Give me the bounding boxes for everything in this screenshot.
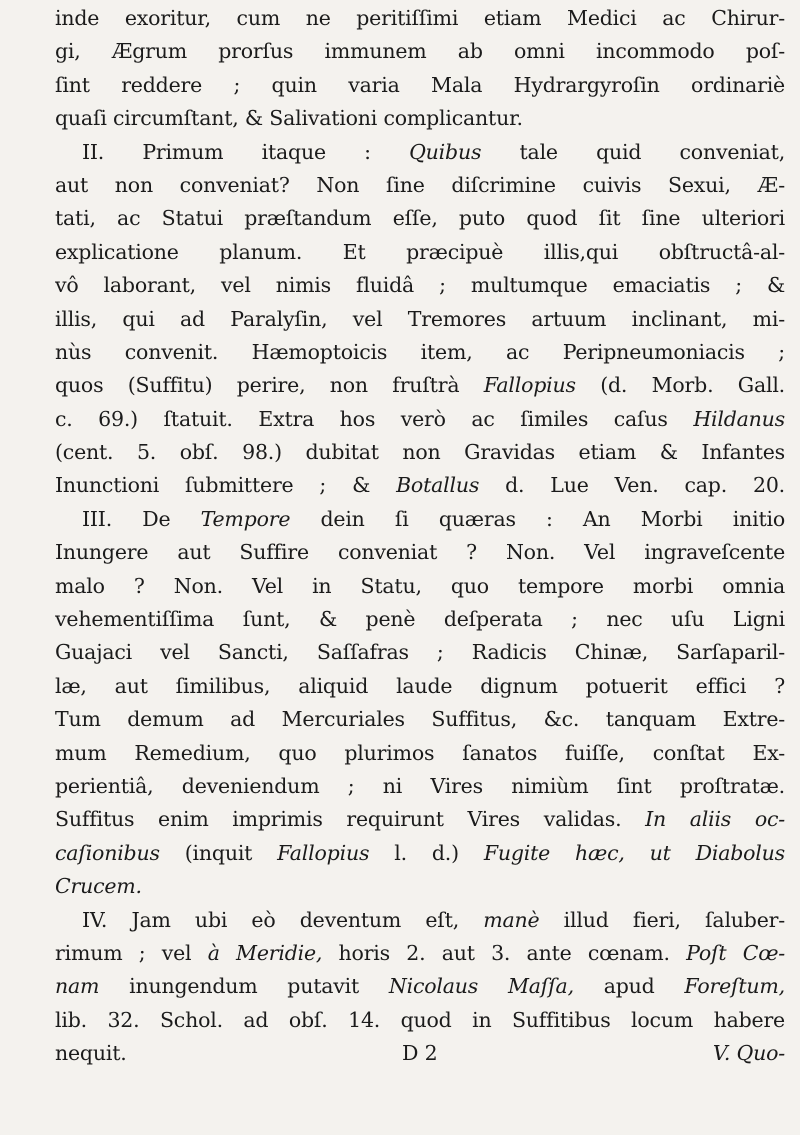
- text-line: [55, 236, 785, 269]
- text-line: [55, 970, 785, 1003]
- text-line: [55, 369, 785, 402]
- text-segment: Inunctioni ſubmittere ; &: [55, 473, 397, 498]
- text-line: [55, 469, 785, 502]
- text-segment: horis 2. aut 3. ante cœnam.: [322, 940, 687, 965]
- text-segment: Tum demum ad Mercuriales Suffitus, &c. tanquam Extre-: [55, 707, 785, 732]
- italic-text: Botallus: [396, 473, 480, 498]
- text-line: [55, 636, 785, 669]
- text-segment: l. d.): [369, 840, 484, 865]
- text-segment: Inungere aut Suffire conveniat ? Non. Vel ingraveſcente: [55, 540, 785, 565]
- text-segment: tati, ac Statui præſtandum eſſe, puto quod ſit ſine ulteriori: [55, 206, 785, 231]
- text-segment: illis, qui ad Paralyſin, vel Tremores artuum inclinant, mi-: [55, 306, 785, 331]
- italic-text: Foreſtum,: [684, 974, 785, 999]
- text-segment: IV. Jam ubi eò deventum eſt,: [82, 907, 484, 932]
- text-line: [55, 737, 785, 770]
- text-line: [55, 269, 785, 302]
- italic-text: In aliis oc-: [645, 807, 785, 832]
- italic-text: nam: [55, 974, 100, 999]
- text-line: [55, 1004, 785, 1037]
- text-line: [55, 35, 785, 68]
- italic-text: Fugite hæc, ut Diabolus: [483, 840, 785, 865]
- text-line: [55, 336, 785, 369]
- text-line: [55, 202, 785, 235]
- text-segment: mum Remedium, quo plurimos ſanatos fuiſſe, conſtat Ex-: [55, 740, 785, 765]
- text-segment: quaſi circumſtant, & Salivationi complicantur.: [55, 106, 523, 131]
- text-segment: læ, aut ſimilibus, aliquid laude dignum potuerit effici ?: [55, 673, 785, 698]
- text-line: [55, 904, 785, 937]
- text-line: [55, 436, 785, 469]
- italic-text: Crucem.: [55, 874, 142, 899]
- text-segment: Suffitus enim imprimis requirunt Vires validas.: [55, 807, 646, 832]
- text-segment: quos (Suffitu) perire, non fruſtrà: [55, 373, 484, 398]
- text-line: [55, 870, 785, 903]
- text-line: [55, 403, 785, 436]
- text-line: [55, 169, 785, 202]
- text-segment: (cent. 5. obſ. 98.) dubitat non Gravidas etiam & Infantes: [55, 440, 785, 465]
- text-line: [55, 803, 785, 836]
- text-segment: (d. Morb. Gall.: [575, 373, 785, 398]
- text-line: [55, 603, 785, 636]
- text-line: [55, 2, 785, 35]
- text-segment: ſint reddere ; quin varia Mala Hydrargyroſin ordinariè: [55, 72, 785, 97]
- text-segment: aut non conveniat? Non ſine diſcrimine cuivis Sexui, Æ-: [55, 172, 785, 197]
- text-segment: lib. 32. Schol. ad obſ. 14. quod in Suffitibus locum habere: [55, 1007, 785, 1032]
- italic-text: Quibus: [409, 139, 482, 164]
- text-segment: malo ? Non. Vel in Statu, quo tempore morbi omnia: [55, 573, 785, 598]
- text-segment: gi, Ægrum prorſus immunem ab omni incommodo poſ-: [55, 39, 785, 64]
- italic-text: Fallopius: [277, 840, 370, 865]
- text-line: [55, 503, 785, 536]
- text-segment: rimum ; vel: [55, 940, 208, 965]
- italic-text: Poſt Cœ-: [686, 940, 785, 965]
- italic-text: Nicolaus Maſſa,: [388, 974, 574, 999]
- text-line: [55, 703, 785, 736]
- text-line: [55, 303, 785, 336]
- text-segment: vô laborant, vel nimis fluidâ ; multumque emaciatis ; &: [55, 273, 785, 298]
- catchword: V. Quo-: [712, 1041, 785, 1066]
- text-line: [55, 102, 785, 135]
- text-line: [55, 536, 785, 569]
- italic-text: caſionibus: [55, 840, 160, 865]
- text-segment: d. Lue Ven. cap. 20.: [479, 473, 785, 498]
- italic-text: manè: [483, 907, 540, 932]
- text-segment: inde exoritur, cum ne peritiſſimi etiam Medici ac Chirur-: [55, 6, 785, 30]
- text-line: [55, 837, 785, 870]
- text-line: [55, 69, 785, 102]
- italic-text: Tempore: [200, 506, 291, 531]
- text-segment: illud fieri, ſaluber-: [539, 907, 785, 932]
- text-line: [55, 937, 785, 970]
- text-segment: II. Primum itaque :: [82, 139, 410, 164]
- italic-text: à Meridie,: [207, 940, 323, 965]
- text-segment: apud: [573, 974, 685, 999]
- text-segment: tale quid conveniat,: [481, 139, 785, 164]
- text-segment: perientiâ, deveniendum ; ni Vires nimiùm ſint proſtratæ.: [55, 773, 785, 798]
- signature-mark: D 2: [402, 1041, 438, 1066]
- italic-text: Hildanus: [693, 406, 785, 431]
- text-segment: nùs convenit. Hæmoptoicis item, ac Peripneumoniacis ;: [55, 339, 785, 364]
- text-line: [55, 136, 785, 169]
- text-segment: Guajaci vel Sancti, Saſſafras ; Radicis Chinæ, Sarſaparil-: [55, 640, 785, 665]
- text-segment: dein ſi quæras : An Morbi initio: [290, 506, 785, 531]
- text-line: [55, 570, 785, 603]
- text-segment: III. De: [82, 506, 201, 531]
- text-line: [55, 770, 785, 803]
- text-line: [55, 670, 785, 703]
- italic-text: Fallopius: [483, 373, 576, 398]
- body-text: [55, 2, 785, 1037]
- page-footer-line: [55, 1037, 785, 1070]
- text-segment: c. 69.) ſtatuit. Extra hos verò ac ſimiles caſus: [55, 406, 694, 431]
- text-segment: (inquit: [159, 840, 278, 865]
- document-page: [55, 2, 785, 1071]
- text-segment: explicatione planum. Et præcipuè illis,qui obſtructâ-al-: [55, 239, 785, 264]
- last-word: nequit.: [55, 1041, 127, 1066]
- text-segment: vehementiſſima ſunt, & penè deſperata ; nec uſu Ligni: [55, 607, 785, 632]
- text-segment: inungendum putavit: [99, 974, 389, 999]
